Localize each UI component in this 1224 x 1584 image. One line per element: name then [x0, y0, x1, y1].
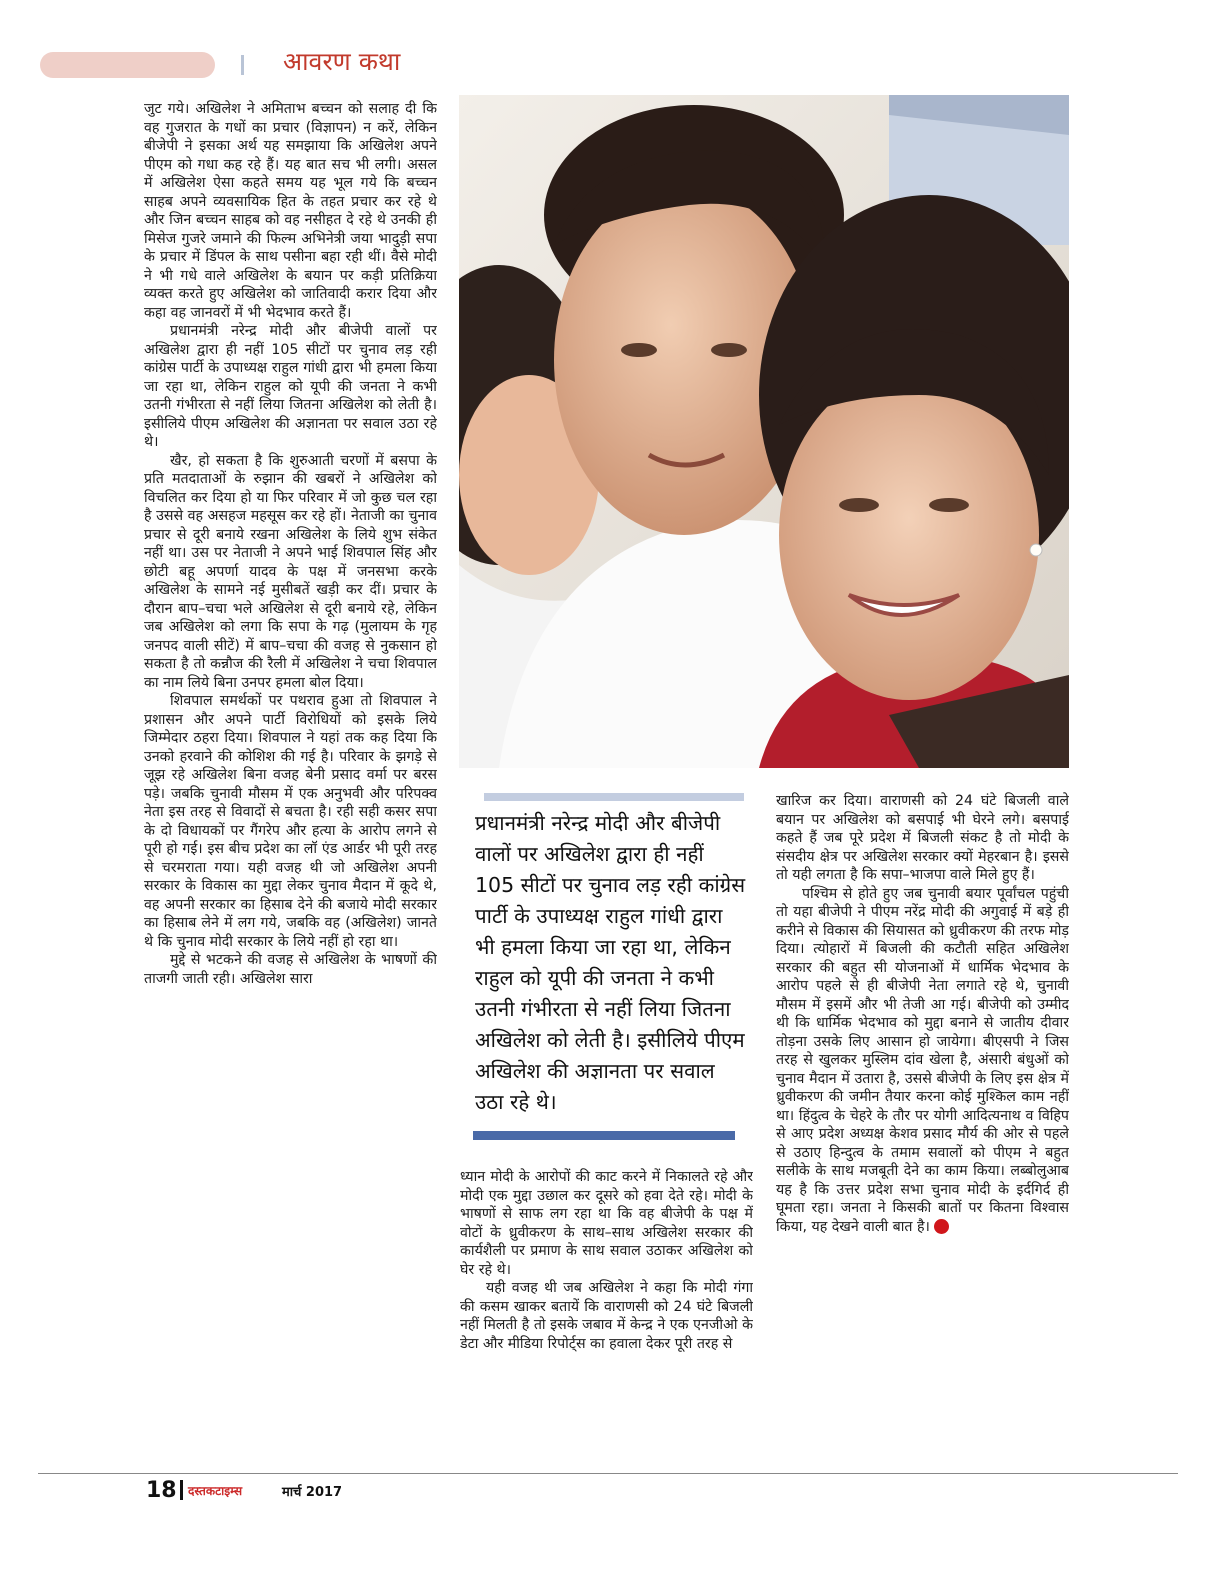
- photo-illustration: [459, 95, 1069, 768]
- footer-separator: [180, 1480, 183, 1500]
- section-label: आवरण कथा: [283, 47, 401, 76]
- publication-logo: दस्तकटाइम्स: [188, 1484, 243, 1498]
- page-number: 18: [146, 1478, 177, 1503]
- paragraph-last: [776, 885, 1069, 1237]
- header-decor-pill: [40, 52, 215, 78]
- paragraph: खैर, हो सकता है कि शुरुआती चरणों में बसपा के प्रति मतदाताओं के रुझान की खबरों ने अखिलेश को विचलित कर दिया हो या फिर परिवार में जो कुछ चल रहा है उससे वह असहज महसूस कर रहे हों। नेताजी का चुनाव प्रचार से दूरी बनाये रखना अखिलेश के लिये शुभ संकेत नहीं था। उस पर नेताजी ने अपने भाई शिवपाल सिंह और छोटी बहू अपर्णा यादव के पक्ष में जनसभा करके अखिलेश के सामने नई मुसीबतें खड़ी कर दीं। प्रचार के दौरान बाप–चचा भले अखिलेश से दूरी बनाये रहे, लेकिन जब अखिलेश को लगा कि सपा के गढ़ (मुलायम के गृह जनपद वाली सीटें) में बाप–चचा की वजह से नुकसान हो सकता है तो कन्नौज की रैली में अखिलेश ने चचा शिवपाल का नाम लिये बिना उनपर हमला बोल दिया।: [144, 452, 437, 691]
- paragraph: जुट गये। अखिलेश ने अमिताभ बच्चन को सलाह दी कि वह गुजरात के गधों का प्रचार (विज्ञापन) न करें, लेकिन बीजेपी ने इसका अर्थ यह समझाया कि अखिलेश अपने पीएम को गधा कह रहे हैं। यह बात सच भी लगी। असल में अखिलेश ऐसा कहते समय यह भूल गये कि बच्चन साहब अपने व्यवसायिक हित के तहत प्रचार कर रहे थे और जिन बच्चन साहब को वह नसीहत दे रहे थे उनकी ही मिसेज गुजरे जमाने की फिल्म अभिनेत्री जया भादुड़ी सपा के प्रचार में डिंपल के साथ पसीना बहा रही थीं। वैसे मोदी ने भी गधे वाले अखिलेश के बयान पर कड़ी प्रतिक्रिया व्यक्त करते हुए अखिलेश को जातिवादी करार दिया और कहा वह जानवरों में भी भेदभाव करते हैं।: [144, 101, 437, 321]
- cover-photo: [459, 95, 1069, 768]
- paragraph: मुद्दे से भटकने की वजह से अखिलेश के भाषणों की ताजगी जाती रही। अखिलेश सारा: [144, 952, 437, 987]
- article-column-1: [144, 100, 437, 1455]
- paragraph: ध्यान मोदी के आरोपों की काट करने में निकालते रहे और मोदी एक मुद्दा उछाल कर दूसरे को हवा देते रहे। मोदी के भाषणों से साफ लग रहा था कि वह बीजेपी के पक्ष में वोटों के ध्रुवीकरण के साथ–साथ अखिलेश सरकार की कार्यशैली पर प्रमाण के साथ सवाल उठाकर अखिलेश को घेर रहे थे।: [460, 1169, 753, 1278]
- quote-bar-bottom: [473, 1131, 735, 1140]
- paragraph: खारिज कर दिया। वाराणसी को 24 घंटे बिजली वाले बयान पर अखिलेश को बसपाई भी घेरने लगे। बसपाई कहते हैं जब पूरे प्रदेश में बिजली संकट है तो मोदी के संसदीय क्षेत्र पर अखिलेश सरकार क्यों मेहरबान है। इससे तो यही लगता है कि सपा–भाजपा वाले मिले हुए हैं।: [776, 793, 1069, 883]
- paragraph: शिवपाल समर्थकों पर पथराव हुआ तो शिवपाल ने प्रशासन और अपने पार्टी विरोधियों को इसके लिये जिम्मेदार ठहरा दिया। शिवपाल ने यहां तक कह दिया कि उनको हरवाने की कोशिश की गई है। परिवार के झगड़े से जूझ रहे अखिलेश बिना वजह बेनी प्रसाद वर्मा पर बरस पड़े। जबकि चुनावी मौसम में एक अनुभवी और परिपक्व नेता इस तरह से विवादों से बचता है। रही सही कसर सपा के दो विधायकों पर गैंगरेप और हत्या के आरोप लगने से पूरी हो गई। इस बीच प्रदेश का लॉ एंड आर्डर भी पूरी तरह से चरमराता गया। यही वजह थी जो अखिलेश अपनी सरकार के विकास का मुद्दा लेकर चुनाव मैदान में कूदे थे, वह अपनी सरकार का हिसाब देने की बजाये मोदी सरकार का हिसाब लेने में लग गये, जबकि वह (अखिलेश) जानते थे कि चुनाव मोदी सरकार के लिये नहीं हो रहा था।: [144, 693, 437, 950]
- pull-quote: प्रधानमंत्री नरेन्द्र मोदी और बीजेपी वालों पर अखिलेश द्वारा ही नहीं 105 सीटों पर चुनाव लड़ रही कांग्रेस पार्टी के उपाध्यक्ष राहुल गांधी द्वारा भी हमला किया जा रहा था, लेकिन राहुल को यूपी की जनता ने कभी उतनी गंभीरता से नहीं लिया जितना अखिलेश को लेती है। इसीलिये पीएम अखिलेश की अज्ञानता पर सवाल उठा रहे थे।: [475, 811, 746, 1114]
- article-column-2: [460, 1168, 753, 1458]
- issue-date: मार्च 2017: [282, 1485, 343, 1500]
- quote-bar-top: [484, 793, 744, 801]
- footer-rule: [38, 1473, 1178, 1474]
- article-column-3: [776, 792, 1069, 1462]
- paragraph: प्रधानमंत्री नरेन्द्र मोदी और बीजेपी वालों पर अखिलेश द्वारा ही नहीं 105 सीटों पर चुनाव लड़ रही कांग्रेस पार्टी के उपाध्यक्ष राहुल गांधी द्वारा भी हमला किया जा रहा था, लेकिन राहुल को यूपी की जनता ने कभी उतनी गंभीरता से नहीं लिया जितना अखिलेश को लेती है। इसीलिये पीएम अखिलेश की अज्ञानता पर सवाल उठा रहे थे।: [144, 323, 437, 450]
- paragraph-text: पश्चिम से होते हुए जब चुनावी बयार पूर्वांचल पहुंची तो यहा बीजेपी ने पीएम नरेंद्र मोदी की अगुवाई में बड़े ही करीने से विकास की सियासत को ध्रुवीकरण की तरफ मोड़ दिया। त्योहारों में बिजली की कटौती सहित अखिलेश सरकार की बहुत सी योजनाओं में धार्मिक भेदभाव के आरोप पहले से ही बीजेपी नेता लगाते रहे थे, चुनावी मौसम में इसमें और भी तेजी आ गई। बीजेपी को उम्मीद थी कि धार्मिक भेदभाव को मुद्दा बनाने से जातीय दीवार तोड़ना उसके लिए आसान हो जायेगा। बीएसपी ने जिस तरह से खुलकर मुस्लिम दांव खेला है, अंसारी बंधुओं को चुनाव मैदान में उतारा है, उससे बीजेपी के लिए इस क्षेत्र में ध्रुवीकरण की जमीन तैयार करना कोई मुश्किल काम नहीं था। हिंदुत्व के चेहरे के तौर पर योगी आदित्यनाथ व विहिप से आए प्रदेश अध्यक्ष केशव प्रसाद मौर्य की ओर से पहले से उठाए हिन्दुत्व के तमाम सवालों को पीएम ने बहुत सलीके के साथ मजबूती देने का काम किया। लब्बोलुआब यह है कि उत्तर प्रदेश सभा चुनाव मोदी के इर्दगिर्द ही घूमता रहा। जनता ने किसकी बातों पर कितना विश्वास किया, यह देखने वाली बात है।: [776, 885, 1069, 1235]
- paragraph: यही वजह थी जब अखिलेश ने कहा कि मोदी गंगा की कसम खाकर बतायें कि वाराणसी को 24 घंटे बिजली नहीं मिलती है तो इसके जबाव में केन्द्र ने एक एनजीओ के डेटा और मीडिया रिपोर्ट्स का हवाला देकर पूरी तरह से: [460, 1280, 753, 1352]
- end-mark-icon: [934, 1219, 949, 1234]
- header-separator: [241, 55, 244, 75]
